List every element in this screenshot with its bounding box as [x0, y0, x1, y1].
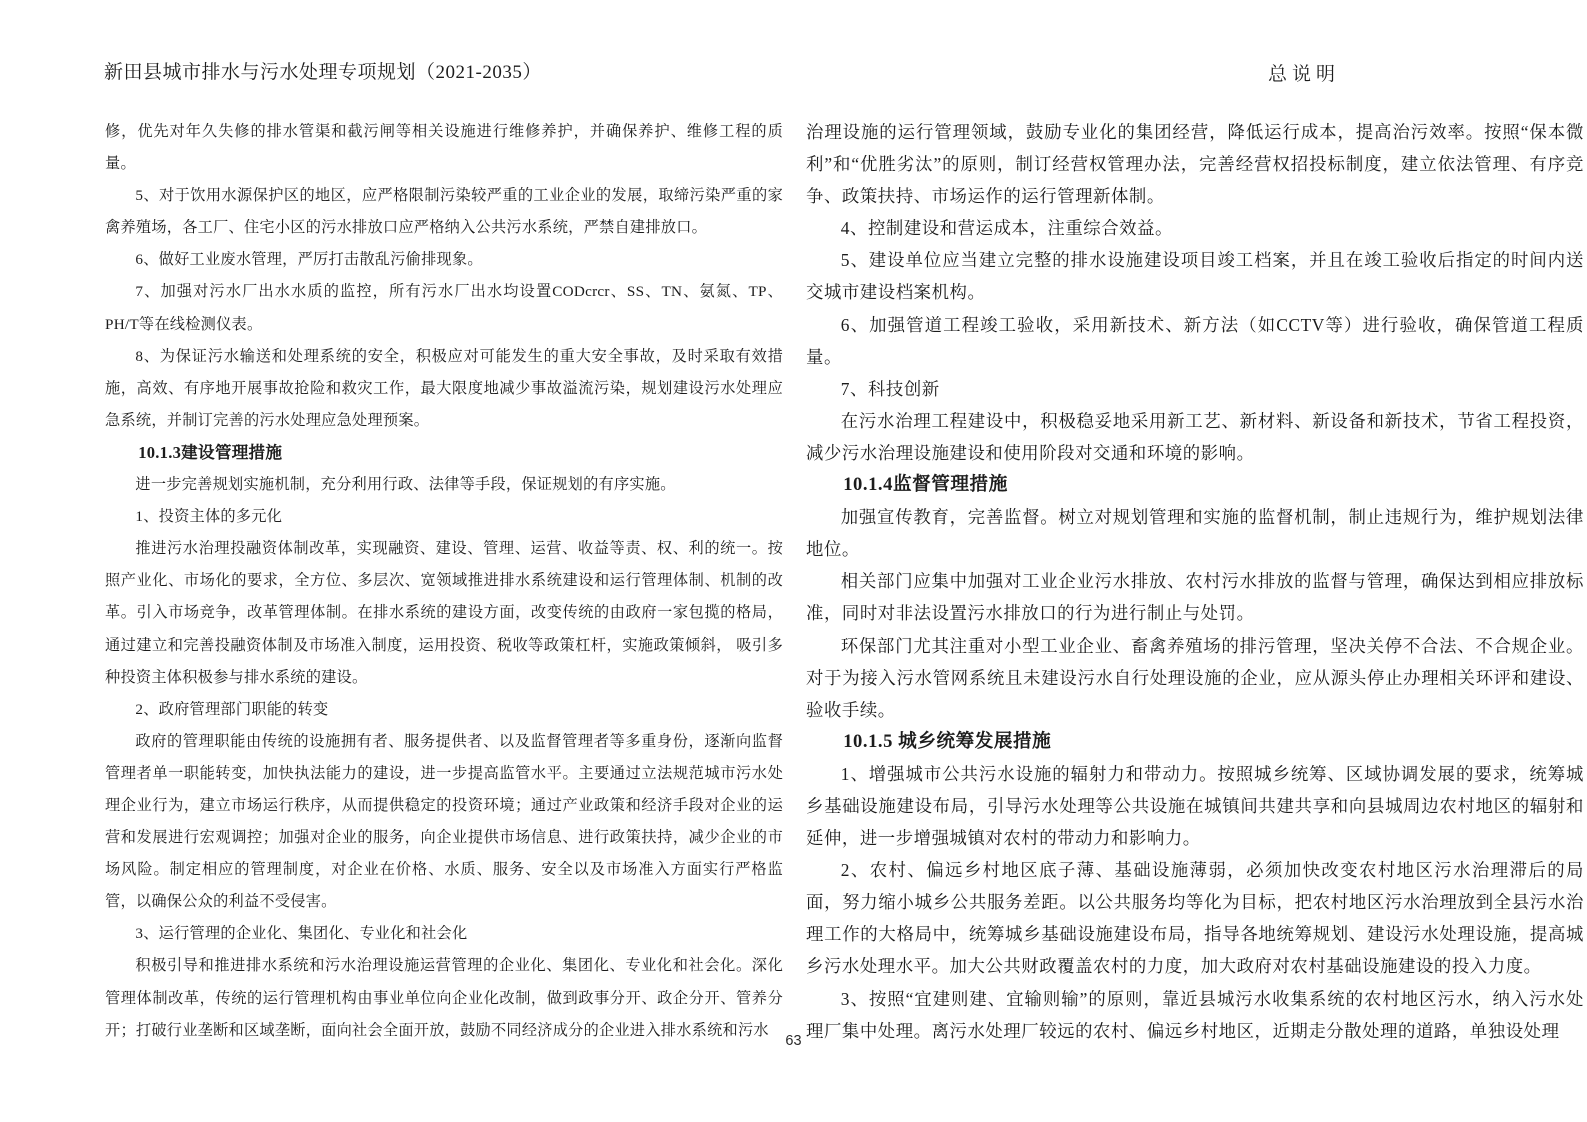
- paragraph: 2、农村、偏远乡村地区底子薄、基础设施薄弱，必须加快改变农村地区污水治理滞后的局面，努力缩小城乡公共服务差距。以公共服务均等化为目标，把农村地区污水治理放到全县污水治理工作的大格局中，统筹城乡基础设施建设布局，指导各地统筹规划、建设污水处理设施，提高城乡污水处理水平。加大公共财政覆盖农村的力度，加大政府对农村基础设施建设的投入力度。: [806, 860, 1584, 977]
- paragraph: 4、控制建设和营运成本，注重综合效益。: [840, 218, 1173, 239]
- paragraph: 6、做好工业废水管理，严厉打击散乱污偷排现象。: [135, 251, 483, 269]
- paragraph: 5、对于饮用水源保护区的地区，应严格限制污染较严重的工业企业的发展，取缔污染严重的家禽养殖场，各工厂、住宅小区的污水排放口应严格纳入公共污水系统，严禁自建排放口。: [105, 187, 783, 237]
- paragraph: 积极引导和推进排水系统和污水治理设施运营管理的企业化、集团化、专业化和社会化。深化管理体制改革，传统的运行管理机构由事业单位向企业化改制，做到政事分开、政企分开、管养分开；打破行业垄断和区域垄断，面向社会全面开放，鼓励不同经济成分的企业进入排水系统和污水: [105, 957, 783, 1039]
- page-number: 63: [785, 1033, 802, 1049]
- paragraph: 政府的管理职能由传统的设施拥有者、服务提供者、以及监督管理者等多重身份，逐渐向监督管理者单一职能转变，加快执法能力的建设，进一步提高监管水平。主要通过立法规范城市污水处理企业行为，建立市场运行秩序，从而提供稳定的投资环境；通过产业政策和经济手段对企业的运营和发展进行宏观调控；加强对企业的服务，向企业提供市场信息、进行政策扶持，减少企业的市场风险。制定相应的管理制度，对企业在价格、水质、服务、安全以及市场准入方面实行严格监管，以确保公众的利益不受侵害。: [105, 732, 783, 911]
- paragraph: 8、为保证污水输送和处理系统的安全，积极应对可能发生的重大安全事故，及时采取有效措施，高效、有序地开展事故抢险和救灾工作，最大限度地减少事故溢流污染，规划建设污水处理应急系统，并制订完善的污水处理应急处理预案。: [105, 347, 783, 429]
- paragraph: 1、增强城市公共污水设施的辐射力和带动力。按照城乡统筹、区域协调发展的要求，统筹城乡基础设施建设布局，引导污水处理等公共设施在城镇间共建共享和向县城周边农村地区的辐射和延伸，进一步增强城镇对农村的带动力和影响力。: [806, 763, 1584, 849]
- paragraph: 治理设施的运行管理领域，鼓励专业化的集团经营，降低运行成本，提高治污效率。按照“保本微利”和“优胜劣汰”的原则，制订经营权管理办法，完善经营权招投标制度，建立依法管理、有序竞争、政策扶持、市场运作的运行管理新体制。: [806, 122, 1584, 207]
- paragraph: 环保部门尤其注重对小型工业企业、畜禽养殖场的排污管理，坚决关停不合法、不合规企业。对于为接入污水管网系统且未建设污水自行处理设施的企业，应从源头停止办理相关环评和建设、验收手续。: [806, 635, 1584, 720]
- paragraph: 7、科技创新: [840, 378, 940, 399]
- header-section-label: 总说明: [1268, 64, 1341, 85]
- paragraph: 2、政府管理部门职能的转变: [135, 700, 329, 718]
- paragraph: 修，优先对年久失修的排水管渠和截污闸等相关设施进行维修养护，并确保养护、维修工程的质量。: [105, 123, 783, 173]
- paragraph: 7、加强对污水厂出水水质的监控，所有污水厂出水均设置CODcrcr、SS、TN、氨氮、TP、PH/T等在线检测仪表。: [105, 283, 783, 333]
- right-text-column: [806, 116, 1584, 1047]
- paragraph: 6、加强管道工程竣工验收，采用新技术、新方法（如CCTV等）进行验收，确保管道工程质量。: [806, 314, 1584, 367]
- paragraph: 1、投资主体的多元化: [135, 508, 283, 526]
- paragraph: 进一步完善规划实施机制，充分利用行政、法律等手段，保证规划的有序实施。: [135, 476, 676, 494]
- document-title: 新田县城市排水与污水处理专项规划（2021-2035）: [104, 62, 542, 83]
- section-heading: 10.1.4监督管理措施: [843, 474, 1008, 496]
- section-heading: 10.1.5 城乡统筹发展措施: [843, 730, 1052, 752]
- paragraph: 相关部门应集中加强对工业企业污水排放、农村污水排放的监督与管理，确保达到相应排放标准，同时对非法设置污水排放口的行为进行制止与处罚。: [806, 571, 1584, 624]
- paragraph: 5、建设单位应当建立完整的排水设施建设项目竣工档案，并且在竣工验收后指定的时间内送交城市建设档案机构。: [806, 250, 1584, 303]
- paragraph: 3、运行管理的企业化、集团化、专业化和社会化: [135, 925, 468, 943]
- paragraph: 在污水治理工程建设中，积极稳妥地采用新工艺、新材料、新设备和新技术，节省工程投资，减少污水治理设施建设和使用阶段对交通和环境的影响。: [806, 410, 1584, 463]
- paragraph: 推进污水治理投融资体制改革，实现融资、建设、管理、运营、收益等责、权、利的统一。按照产业化、市场化的要求，全方位、多层次、宽领域推进排水系统建设和运行管理体制、机制的改革。引入市场竞争，改革管理体制。在排水系统的建设方面，改变传统的由政府一家包揽的格局，通过建立和完善投融资体制及市场准入制度，运用投资、税收等政策杠杆，实施政策倾斜， 吸引多种投资主体积极参与排水系统的建设。: [105, 540, 783, 686]
- paragraph: 加强宣传教育，完善监督。树立对规划管理和实施的监督机制，制止违规行为，维护规划法律地位。: [806, 507, 1584, 560]
- section-heading: 10.1.3建设管理措施: [138, 442, 283, 462]
- left-text-column: [105, 116, 783, 1047]
- page-header: [0, 0, 1587, 100]
- paragraph: 3、按照“宜建则建、宜输则输”的原则，靠近县城污水收集系统的农村地区污水，纳入污水处理厂集中处理。离污水处理厂较远的农村、偏远乡村地区，近期走分散处理的道路，单独设处理: [806, 988, 1584, 1041]
